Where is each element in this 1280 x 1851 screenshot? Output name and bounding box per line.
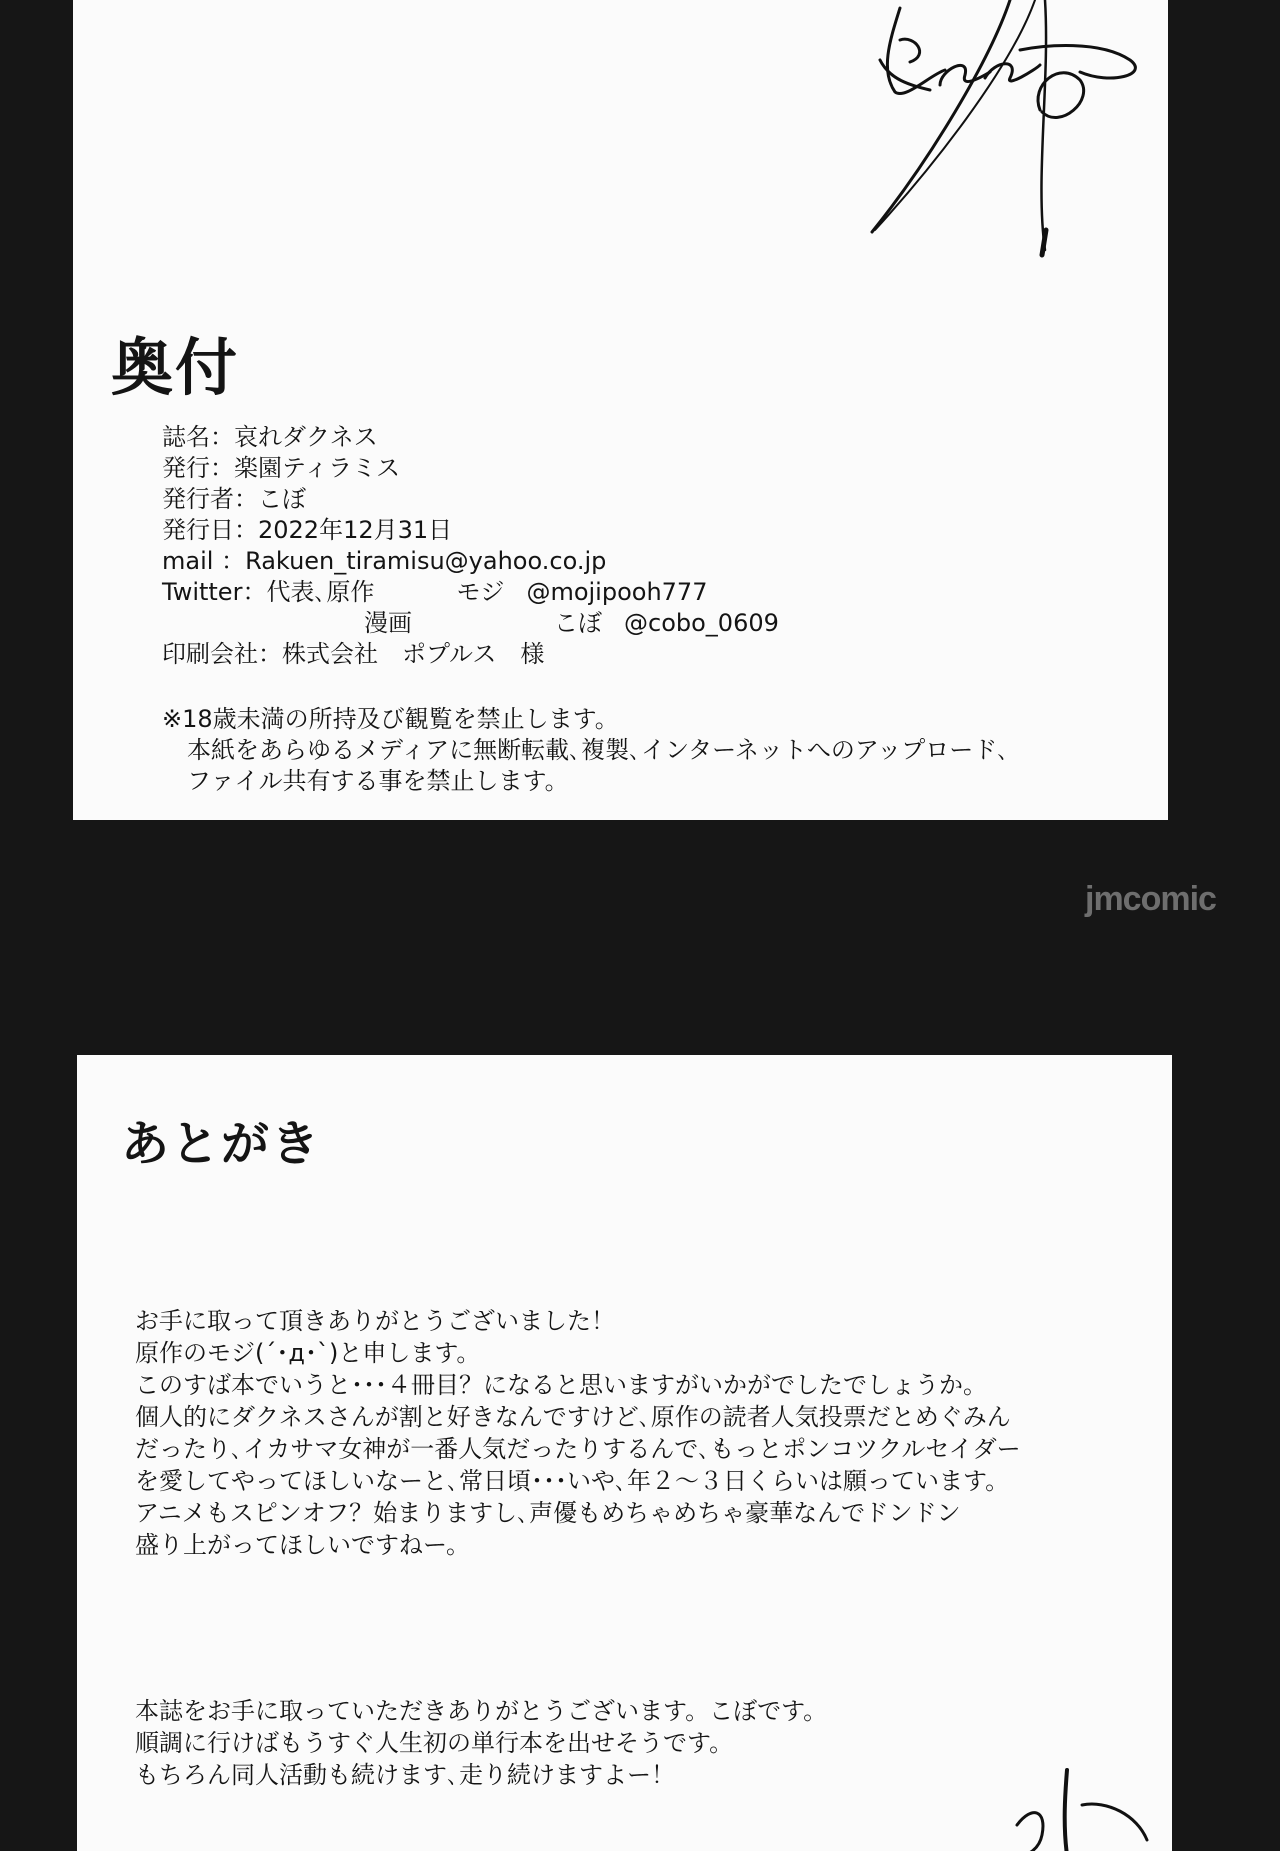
twitter-row	[162, 608, 1162, 639]
printer-value: 株式会社 ポプルス 様	[282, 640, 545, 668]
signature-image	[870, 0, 1160, 270]
colophon-details	[162, 422, 1162, 670]
twitter-name: こぼ	[554, 609, 602, 637]
colophon-page	[73, 0, 1168, 820]
afterword-heading: あとがき	[121, 1116, 322, 1172]
signature-image	[997, 1765, 1157, 1851]
publisher-label: 発行：	[162, 454, 234, 482]
message-line: 盛り上がってほしいですねー。	[135, 1531, 471, 1559]
message-line: アニメもスピンオフ？始まりますし､声優もめちゃめちゃ豪華なんでドンドン	[135, 1499, 961, 1527]
twitter-role: 代表､原作	[266, 578, 375, 606]
title-row	[162, 422, 1162, 453]
issuer-value: こぼ	[258, 485, 306, 513]
notice-line: ※18歳未満の所持及び観覧を禁止します。	[162, 705, 619, 733]
title-label: 誌名：	[162, 423, 234, 451]
printer-row	[162, 639, 1162, 670]
mail-value: Rakuen_tiramisu@yahoo.co.jp	[245, 547, 607, 575]
message-line: 本誌をお手に取っていただきありがとうございます。こぼです。	[135, 1697, 828, 1725]
date-row	[162, 515, 1162, 546]
mail-row	[162, 546, 1162, 577]
issuer-label: 発行者：	[162, 485, 258, 513]
printer-label: 印刷会社：	[162, 640, 282, 668]
mail-label: mail ：	[162, 547, 246, 575]
twitter-handle: @mojipooh777	[526, 578, 708, 606]
message-line: このすば本でいうと･･･４冊目？になると思いますがいかがでしたでしょうか。	[135, 1371, 987, 1399]
twitter-handle: @cobo_0609	[624, 609, 779, 637]
message-line: 個人的にダクネスさんが割と好きなんですけど､原作の読者人気投票だとめぐみん	[135, 1403, 1011, 1431]
publisher-row	[162, 453, 1162, 484]
date-label: 発行日：	[162, 516, 258, 544]
colophon-heading: 奥付	[111, 331, 240, 404]
message-line: だったり､イカサマ女神が一番人気だったりするんで､もっとポンコツクルセイダー	[135, 1435, 1021, 1463]
publisher-value: 楽園ティラミス	[234, 454, 401, 482]
message-line: 原作のモジ(´･д･`)と申します。	[135, 1339, 481, 1367]
date-value: 2022年12月31日	[258, 516, 453, 544]
title-value: 哀れダクネス	[234, 423, 378, 451]
age-restriction-notice	[162, 704, 1162, 797]
twitter-role: 漫画	[364, 609, 412, 637]
afterword-page	[77, 1055, 1172, 1851]
message-line: を愛してやってほしいなーと､常日頃･･･いや､年２～３日くらいは願っています。	[135, 1467, 1010, 1495]
issuer-row	[162, 484, 1162, 515]
notice-line: 本紙をあらゆるメディアに無断転載､複製､インターネットへのアップロード､	[187, 736, 1010, 764]
twitter-label: Twitter：	[162, 578, 267, 606]
watermark-text: jmcomic	[1085, 880, 1216, 918]
twitter-row	[162, 577, 1162, 608]
message-line: お手に取って頂きありがとうございました！	[135, 1307, 615, 1335]
message-line: もちろん同人活動も続けます､走り続けますよー！	[135, 1761, 675, 1789]
notice-line: ファイル共有する事を禁止します。	[187, 767, 569, 795]
message-line: 順調に行けばもうすぐ人生初の単行本を出せそうです。	[135, 1729, 734, 1757]
moji-message	[135, 1305, 1155, 1561]
twitter-name: モジ	[456, 578, 505, 606]
